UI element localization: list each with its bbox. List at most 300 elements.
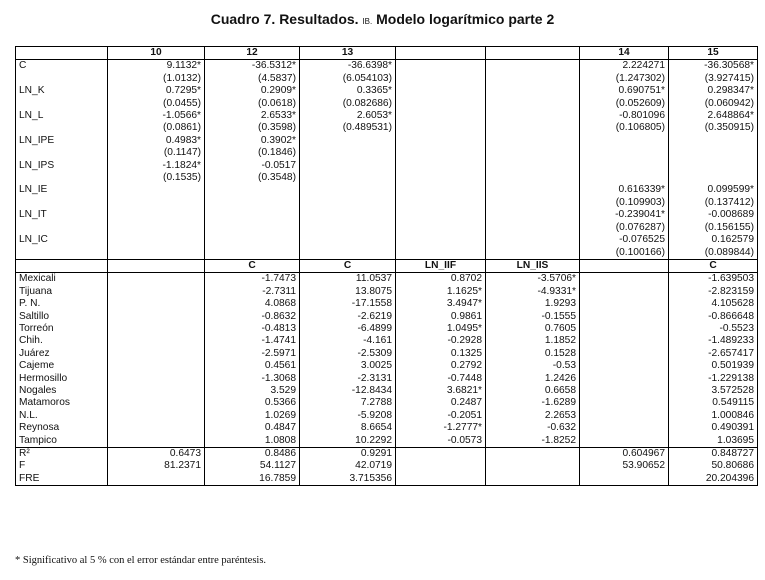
table-cell: -12.8434 [300,385,396,397]
table-cell: (0.109903) [580,197,669,209]
table-cell: 0.4983* [108,135,205,147]
table-cell [486,172,580,184]
table-cell [580,435,669,448]
table-cell [486,247,580,260]
table-cell [300,147,396,159]
table-cell: 0.8702 [396,273,486,286]
table-cell [580,473,669,486]
table-row [16,323,758,335]
table-cell [205,197,300,209]
table-cell [396,147,486,159]
table-cell: -1.2777* [396,422,486,434]
table-cell: -1.3068 [205,373,300,385]
table-cell: 0.7605 [486,323,580,335]
table-cell [486,184,580,196]
table-cell [669,160,758,172]
table-cell: 0.298347* [669,85,758,97]
table-cell: (0.0861) [108,122,205,134]
table-cell [108,222,205,234]
table-cell [108,234,205,246]
row-label: N.L. [16,410,108,422]
table-cell: 1.000846 [669,410,758,422]
table-row [16,172,758,184]
table-cell: -1.639503 [669,273,758,286]
table-cell: -4.9331* [486,286,580,298]
table-cell [580,348,669,360]
table-row [16,286,758,298]
table-cell [300,209,396,221]
table-cell: -1.229138 [669,373,758,385]
table-cell [205,247,300,260]
table-cell: -0.239041* [580,209,669,221]
table-row [16,110,758,122]
table-cell [108,473,205,486]
table-cell: 50.80686 [669,460,758,472]
table-cell: 16.7859 [205,473,300,486]
table-cell: -2.7311 [205,286,300,298]
table-cell [108,286,205,298]
table-cell [580,335,669,347]
table-cell [580,259,669,272]
table-cell [396,73,486,85]
table-cell [396,473,486,486]
table-cell [205,209,300,221]
table-cell [300,160,396,172]
table-cell: 0.8486 [205,448,300,461]
table-row [16,410,758,422]
table-cell [108,323,205,335]
table-cell: 9.1132* [108,60,205,73]
table-cell [108,298,205,310]
row-label: P. N. [16,298,108,310]
table-cell [396,234,486,246]
table-row [16,385,758,397]
table-cell [580,422,669,434]
table-row [16,184,758,196]
table-cell: 20.204396 [669,473,758,486]
table-cell [580,135,669,147]
table-cell: (0.1147) [108,147,205,159]
table-cell: 0.6658 [486,385,580,397]
table-cell: 0.9861 [396,311,486,323]
table-cell [396,160,486,172]
row-label: Juárez [16,348,108,360]
table-cell: 1.1625* [396,286,486,298]
row-label: R² [16,448,108,461]
table-row [16,160,758,172]
row-label: C [16,60,108,73]
table-cell [486,460,580,472]
table-cell [108,422,205,434]
table-cell [580,286,669,298]
table-cell: 0.3365* [300,85,396,97]
table-cell [396,247,486,260]
table-cell: -0.7448 [396,373,486,385]
table-cell: (0.076287) [580,222,669,234]
table-cell: (0.052609) [580,98,669,110]
table-cell [205,222,300,234]
table-cell: (0.060942) [669,98,758,110]
table-cell [580,385,669,397]
table-cell [580,147,669,159]
table-cell [486,234,580,246]
table-cell: 10 [108,47,205,60]
row-label [16,259,108,272]
table-cell: C [300,259,396,272]
results-table [15,46,758,486]
table-cell: 0.549115 [669,397,758,409]
table-cell: 8.6654 [300,422,396,434]
table-cell: 0.2792 [396,360,486,372]
table-row [16,135,758,147]
table-cell [108,385,205,397]
table-cell: 0.690751* [580,85,669,97]
table-cell [396,197,486,209]
table-cell [108,209,205,221]
table-cell: 1.0269 [205,410,300,422]
table-row [16,422,758,434]
table-cell [486,209,580,221]
table-row [16,247,758,260]
table-cell [108,184,205,196]
title-main: Cuadro 7. Resultados. [210,11,359,27]
table-cell [486,473,580,486]
table-row [16,98,758,110]
table-row [16,234,758,246]
table-cell [580,410,669,422]
row-label: F [16,460,108,472]
table-cell [108,259,205,272]
table-cell [396,110,486,122]
table-row [16,273,758,286]
table-cell [486,85,580,97]
table-cell [396,135,486,147]
table-cell: 2.6533* [205,110,300,122]
table-cell: 3.572528 [669,385,758,397]
table-row [16,122,758,134]
table-cell: 0.099599* [669,184,758,196]
table-cell: (0.3548) [205,172,300,184]
row-label [16,222,108,234]
table-cell [580,360,669,372]
table-cell: (3.927415) [669,73,758,85]
table-cell: (0.0618) [205,98,300,110]
table-cell [396,184,486,196]
table-cell: (0.082686) [300,98,396,110]
table-row [16,60,758,73]
row-label: Hermosillo [16,373,108,385]
table-cell [396,222,486,234]
table-cell [486,147,580,159]
table-cell: 3.6821* [396,385,486,397]
table-cell: (0.1535) [108,172,205,184]
table-cell: -0.008689 [669,209,758,221]
table-cell: -0.076525 [580,234,669,246]
table-cell: 14 [580,47,669,60]
table-cell [108,335,205,347]
table-cell: C [669,259,758,272]
header-row-2 [16,259,758,272]
table-cell: 0.616339* [580,184,669,196]
table-cell [300,247,396,260]
table-cell: -1.1824* [108,160,205,172]
table-cell: (0.106805) [580,122,669,134]
table-cell [205,234,300,246]
table-cell: 13 [300,47,396,60]
table-cell: -0.866648 [669,311,758,323]
row-label: Mexicali [16,273,108,286]
table-cell [580,172,669,184]
table-cell: (0.089844) [669,247,758,260]
table-cell: 0.848727 [669,448,758,461]
table-row [16,298,758,310]
table-cell [580,160,669,172]
stats-row [16,473,758,486]
table-row [16,85,758,97]
table-cell: LN_IIF [396,259,486,272]
table-cell: (0.1846) [205,147,300,159]
table-cell: -17.1558 [300,298,396,310]
table-cell: -2.6219 [300,311,396,323]
table-cell: 0.490391 [669,422,758,434]
row-label [16,147,108,159]
table-cell: 2.648864* [669,110,758,122]
table-cell: -2.3131 [300,373,396,385]
stats-row [16,448,758,461]
table-cell [580,397,669,409]
table-cell: 3.0025 [300,360,396,372]
table-cell [300,172,396,184]
row-label [16,247,108,260]
table-cell [669,135,758,147]
table-cell [108,410,205,422]
table-cell [486,135,580,147]
table-cell: -2.657417 [669,348,758,360]
row-label: LN_IT [16,209,108,221]
table-cell: 0.162579 [669,234,758,246]
table-cell: (4.5837) [205,73,300,85]
table-cell: -0.2928 [396,335,486,347]
table-cell [669,147,758,159]
table-cell: 0.604967 [580,448,669,461]
table-cell: 53.90652 [580,460,669,472]
table-cell: 0.7295* [108,85,205,97]
results-table-body [16,47,758,486]
row-label: Saltillo [16,311,108,323]
table-cell: 54.1127 [205,460,300,472]
table-cell [108,197,205,209]
table-cell: 1.0808 [205,435,300,448]
table-cell: -1.6289 [486,397,580,409]
table-cell: -0.0517 [205,160,300,172]
table-cell [108,348,205,360]
table-cell: -1.4741 [205,335,300,347]
table-cell: -0.0573 [396,435,486,448]
table-cell: 0.3902* [205,135,300,147]
table-cell: 0.2487 [396,397,486,409]
table-cell [108,373,205,385]
table-cell: (0.350915) [669,122,758,134]
table-cell [580,373,669,385]
table-cell [300,197,396,209]
table-cell [486,60,580,73]
row-label: LN_IPE [16,135,108,147]
table-cell: -6.4899 [300,323,396,335]
table-cell: -36.5312* [205,60,300,73]
table-cell: 2.224271 [580,60,669,73]
row-label: Cajeme [16,360,108,372]
table-cell: 4.0868 [205,298,300,310]
stats-row [16,460,758,472]
table-cell: -1.7473 [205,273,300,286]
table-cell [396,209,486,221]
table-row [16,209,758,221]
table-cell: -0.1555 [486,311,580,323]
table-cell: -0.53 [486,360,580,372]
table-cell: C [205,259,300,272]
table-cell: 1.03695 [669,435,758,448]
table-cell [486,222,580,234]
table-cell [486,448,580,461]
table-row [16,73,758,85]
row-label: LN_IPS [16,160,108,172]
table-cell: -2.5971 [205,348,300,360]
table-cell [580,311,669,323]
table-cell: 1.0495* [396,323,486,335]
table-cell: 1.9293 [486,298,580,310]
table-cell: -2.823159 [669,286,758,298]
row-label: Chih. [16,335,108,347]
table-cell [108,397,205,409]
table-cell [486,160,580,172]
row-label: Tijuana [16,286,108,298]
table-cell: -2.5309 [300,348,396,360]
table-row [16,197,758,209]
table-cell: 13.8075 [300,286,396,298]
table-row [16,373,758,385]
title-small: IB. [362,17,373,26]
table-cell: LN_IIS [486,259,580,272]
table-cell [486,73,580,85]
table-cell: 1.1852 [486,335,580,347]
table-cell [108,311,205,323]
table-cell: -3.5706* [486,273,580,286]
table-cell: 15 [669,47,758,60]
table-cell: (6.054103) [300,73,396,85]
table-cell: -5.9208 [300,410,396,422]
table-cell [580,298,669,310]
table-cell: -36.6398* [300,60,396,73]
table-cell: -1.489233 [669,335,758,347]
table-cell: (1.0132) [108,73,205,85]
table-cell [486,197,580,209]
footnote: * Significativo al 5 % con el error estándar entre paréntesis. [15,555,267,566]
table-cell [396,122,486,134]
table-cell: 10.2292 [300,435,396,448]
table-row [16,348,758,360]
table-cell: 3.529 [205,385,300,397]
table-cell [580,273,669,286]
table-cell: 0.1325 [396,348,486,360]
table-cell [396,98,486,110]
table-cell: (0.100166) [580,247,669,260]
table-cell: (0.3598) [205,122,300,134]
table-cell: 7.2788 [300,397,396,409]
row-label: Tampico [16,435,108,448]
row-label [16,98,108,110]
table-cell [396,47,486,60]
row-label: Matamoros [16,397,108,409]
row-label [16,122,108,134]
table-cell: 0.501939 [669,360,758,372]
table-cell: -0.2051 [396,410,486,422]
header-row [16,47,758,60]
table-cell [580,323,669,335]
table-cell [486,98,580,110]
table-cell: 0.4847 [205,422,300,434]
table-row [16,222,758,234]
row-label: LN_K [16,85,108,97]
row-label: LN_IE [16,184,108,196]
table-cell: 1.2426 [486,373,580,385]
table-cell [300,184,396,196]
table-cell: (1.247302) [580,73,669,85]
table-row [16,435,758,448]
table-cell: 3.4947* [396,298,486,310]
table-cell: -0.4813 [205,323,300,335]
row-label [16,172,108,184]
table-cell: 0.4561 [205,360,300,372]
table-row [16,147,758,159]
table-cell: (0.0455) [108,98,205,110]
row-label [16,47,108,60]
table-row [16,335,758,347]
table-cell: 4.105628 [669,298,758,310]
row-label: Torreón [16,323,108,335]
table-cell [669,172,758,184]
table-cell [486,110,580,122]
table-cell [396,172,486,184]
table-cell: 0.9291 [300,448,396,461]
table-cell: 2.2653 [486,410,580,422]
table-cell [108,360,205,372]
table-cell: -0.5523 [669,323,758,335]
table-cell: 3.715356 [300,473,396,486]
table-cell [108,273,205,286]
table-cell: -0.8632 [205,311,300,323]
table-cell: 2.6053* [300,110,396,122]
table-cell: (0.137412) [669,197,758,209]
table-cell [300,135,396,147]
row-label: LN_IC [16,234,108,246]
table-cell: 0.6473 [108,448,205,461]
table-cell: 42.0719 [300,460,396,472]
table-cell [486,47,580,60]
table-cell: -1.0566* [108,110,205,122]
row-label [16,197,108,209]
table-cell [486,122,580,134]
table-cell [108,435,205,448]
table-cell [396,448,486,461]
table-row [16,311,758,323]
table-cell: -36.30568* [669,60,758,73]
table-cell: -0.632 [486,422,580,434]
title-rest: Modelo logarítmico parte 2 [376,11,555,27]
row-label [16,73,108,85]
table-cell [396,460,486,472]
row-label: LN_L [16,110,108,122]
table-cell: 0.2909* [205,85,300,97]
